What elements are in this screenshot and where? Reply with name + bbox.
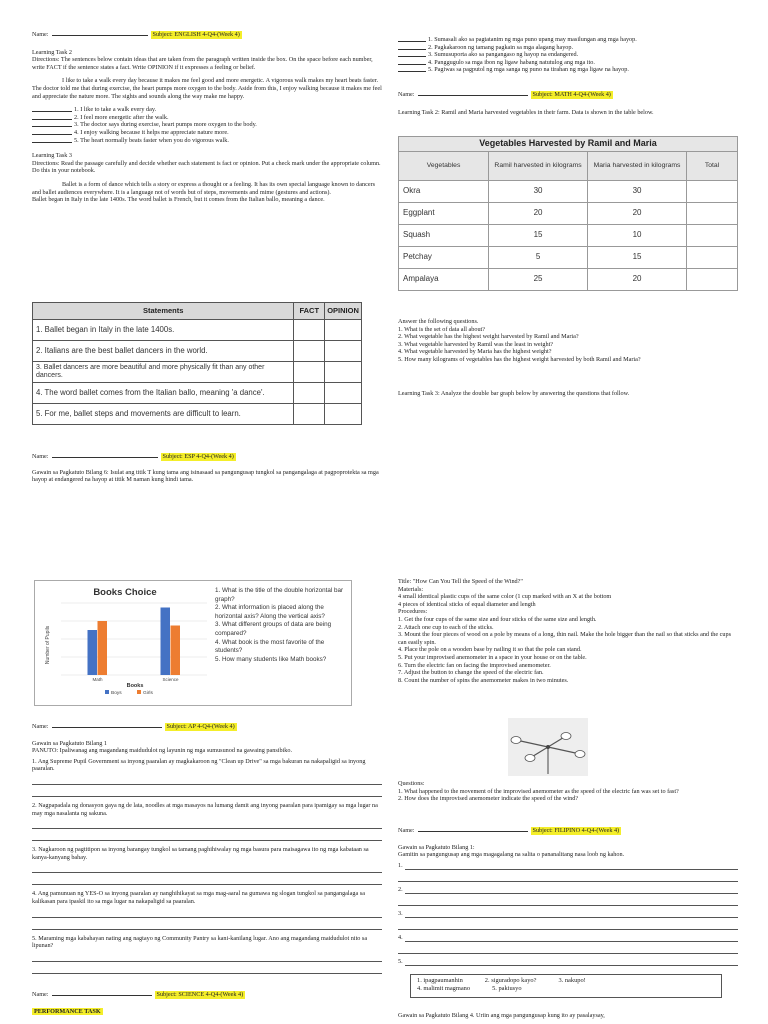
answer-blank[interactable] xyxy=(398,59,426,65)
legend xyxy=(105,690,153,696)
word-option: 4. malimit magmano xyxy=(417,985,471,992)
procedure-step: 8. Count the number of spins the anemometer makes in two minutes. xyxy=(398,676,569,684)
list-item: 2. Pagkakaroon ng tamang pagkain sa mga alagang hayop. xyxy=(398,44,738,52)
list-item: 3. Sumusuporta ako sa pangangaso ng hayop na endangered. xyxy=(398,51,738,59)
table-row: Petchay 5 15 xyxy=(399,246,738,268)
category-labels xyxy=(92,677,179,682)
task-title: Learning Task 3 xyxy=(32,152,73,160)
name-field[interactable] xyxy=(52,722,162,728)
ap-item: 1. Ang Supreme Pupil Government sa inyong paaralan ay magkakaroon ng "Clean up Drive" sa mga bakuran na nakapaligid sa inyong paaralan. xyxy=(32,758,382,797)
opinion-cell[interactable] xyxy=(325,383,362,404)
anemometer-illustration xyxy=(398,718,738,774)
name-field[interactable] xyxy=(418,90,528,96)
legend-swatch xyxy=(137,690,141,694)
answer-blank[interactable] xyxy=(32,106,72,112)
table-row: 4. The word ballet comes from the Italian ballo, meaning 'a dance'. xyxy=(33,383,362,404)
science-section xyxy=(32,990,382,1015)
procedure-step: 3. Mount the four pieces of wood on a pole by means of a long, thin nail. Make the hole bigger than the nail so that sticks and the cups can easily spin. xyxy=(398,631,732,646)
answer-line[interactable] xyxy=(405,886,738,894)
math-section xyxy=(398,90,738,116)
subject-label: Subject: FILIPINO 4-Q4-(Week 4) xyxy=(532,827,620,834)
col-header: Statements xyxy=(33,303,294,320)
esp-instruction: Gawain sa Pagkatuto Bilang 6: Isulat ang titik T kung tama ang isinasaad sa pangungusap tungkol sa pangangalaga at pagpoprotekta sa mga hayop at endangered na hayop at titik M naman kung hindi tama. xyxy=(32,468,379,484)
answer-line[interactable] xyxy=(32,966,382,974)
answer-blank[interactable] xyxy=(32,137,72,143)
subject-label: Subject: MATH 4-Q4-(Week 4) xyxy=(532,91,611,98)
answer-line[interactable] xyxy=(32,922,382,930)
total-cell[interactable] xyxy=(687,246,738,268)
name-line: Name: Subject: AP 4-Q4-(Week 4) xyxy=(32,723,235,730)
esp-section xyxy=(32,452,382,484)
fact-cell[interactable] xyxy=(294,404,325,425)
english-section xyxy=(32,30,382,204)
list-item: 1. I like to take a walk every day. xyxy=(32,106,382,114)
questions-title: Answer the following questions. xyxy=(398,318,479,325)
material-item: 4 small identical plastic cups of the same color (1 cup marked with an X at the bottom xyxy=(398,593,612,601)
subject-label: Subject: AP 4-Q4-(Week 4) xyxy=(166,723,235,730)
opinion-cell[interactable] xyxy=(325,341,362,362)
vegetables-table-wrap xyxy=(398,136,738,291)
fact-opinion-items xyxy=(32,106,382,144)
col-header: OPINION xyxy=(325,303,362,320)
science-questions: Questions: 1. What happened to the movement of the improvised anemometer as the speed of the electric fan was set to fast? 2. How does the improvised anemometer indicate the speed of the wind? xyxy=(398,780,738,803)
bars xyxy=(88,608,181,676)
subject-label: Subject: ESP 4-Q4-(Week 4) xyxy=(162,453,234,460)
name-field[interactable] xyxy=(418,826,528,832)
total-cell[interactable] xyxy=(687,224,738,246)
chart-questions xyxy=(215,587,347,664)
list-item: 1. Sumasali ako sa pagtatanim ng mga puno upang may masilungan ang mga hayop. xyxy=(398,36,738,44)
table-row: Squash 15 10 xyxy=(399,224,738,246)
table-row: Ampalaya 25 20 xyxy=(399,268,738,290)
answer-line[interactable] xyxy=(398,946,738,954)
material-item: 4 pieces of identical sticks of equal diameter and length xyxy=(398,600,536,608)
directions: Directions: The sentences below contain ideas that are taken from the paragraph written inside the box. On the space before each number, write FACT if the sentence states a fact. Write OPINION if it expresses a feeling or belief. xyxy=(32,56,373,71)
books-choice-figure xyxy=(34,580,352,706)
legend-swatch xyxy=(105,690,109,694)
bar-boys-science xyxy=(161,608,171,676)
anemometer-image xyxy=(508,718,588,776)
fact-cell[interactable] xyxy=(294,383,325,404)
answer-line[interactable] xyxy=(32,877,382,885)
answer-line[interactable] xyxy=(32,833,382,841)
opinion-cell[interactable] xyxy=(325,362,362,383)
filipino-footer: Gawain sa Pagkatuto Bilang 4. Uriin ang mga pangungusap kung ito ay pasalaysay, xyxy=(398,1012,605,1019)
math-questions xyxy=(398,318,738,397)
legend-label: Boys xyxy=(111,691,122,696)
science-title: Title: "How Can You Tell the Speed of the Wind?" xyxy=(398,578,523,585)
bar-boys-math xyxy=(88,630,98,675)
ap-item: 5. Maraming mga kabahayan nating ang nagtayo ng Community Pantry sa kani-kanilang lugar. Ano ang magandang maidudulot nito sa lipunan? xyxy=(32,935,382,974)
answer-line[interactable] xyxy=(405,934,738,942)
answer-blank[interactable] xyxy=(32,129,72,135)
ap-item: 3. Nagkaroon ng pagtitipon sa inyong barangay tungkol sa tamang paghihiwalay ng mga basura para maisagawa ito ng mga kabataan sa kanya-kanyang bahay. xyxy=(32,846,382,885)
word-option: 2. siguradopo kayo? xyxy=(484,977,537,984)
word-box xyxy=(410,974,722,998)
question: 3. What vegetable harvested by Ramil was the least in weight? xyxy=(398,340,554,348)
filipino-section xyxy=(398,826,738,966)
answer-row: 3. xyxy=(398,910,738,918)
paragraph: I like to take a walk every day because it makes me feel good and more energetic. A vigorous walk makes my heart beats faster. The doctor told me that during exercise, the heart pumps more oxygen to the body. Aside from this, I enjoy walking because it makes me feel and appreciate the nature more. The sights and sounds along the way make me happy. xyxy=(32,77,382,100)
fact-cell[interactable] xyxy=(294,362,325,383)
question: 1. What is the set of data all about? xyxy=(398,325,485,333)
name-field[interactable] xyxy=(52,30,148,36)
list-item: 2. I feel more energetic after the walk. xyxy=(32,114,382,122)
answer-line[interactable] xyxy=(32,789,382,797)
paragraph: Ballet is a form of dance which tells a story or express a thought or a feeling. It has its own special language known to dancers and ballet audiences everywhere. It is a language not of words but of steps, movements and mime (gestures and actions). xyxy=(32,180,376,196)
table-row: 5. For me, ballet steps and movements are difficult to learn. xyxy=(33,404,362,425)
word-option: 5. pakiusyo xyxy=(492,985,522,992)
name-field[interactable] xyxy=(52,990,152,996)
answer-blank[interactable] xyxy=(398,36,426,42)
performance-task-label: PERFORMANCE TASK xyxy=(34,1007,101,1015)
ap-item: 4. Ang pamunuan ng YES-O sa inyong paaralan ay nanghihikayat sa mga mag-aaral na gumawa ng slogan tungkol sa pangangalaga sa kalikasan para ipaskil ito sa mga lugar na nakapaligid sa paaralan. xyxy=(32,890,382,929)
answer-line[interactable] xyxy=(405,958,738,966)
procedure-step: 7. Adjust the button to change the speed of the electric fan. xyxy=(398,669,544,677)
gridlines xyxy=(61,603,207,675)
word-option: 1. ipagpaumanhin xyxy=(417,977,463,984)
books-choice-chart xyxy=(35,581,215,703)
paragraph: Ballet began in Italy in the late 1400s. The word ballet is French, but it comes from the Italian ballo, meaning a dance. xyxy=(32,196,325,204)
name-line: Name: Subject: SCIENCE 4-Q4-(Week 4) xyxy=(32,991,244,998)
list-item: 3. The doctor says during exercise, heart pumps more oxygen to the body. xyxy=(32,121,382,129)
x-axis-label: Books xyxy=(126,683,144,689)
total-cell[interactable] xyxy=(687,268,738,290)
answer-line[interactable] xyxy=(405,910,738,918)
legend-label: Girls xyxy=(143,691,153,696)
question: 1. What is the title of the double horizontal bar graph? xyxy=(215,587,344,603)
answer-line[interactable] xyxy=(32,954,382,962)
chart-title: Books Choice xyxy=(93,587,157,598)
subject-label: Subject: ENGLISH 4-Q4-(Week 4) xyxy=(152,31,240,38)
answer-blank[interactable] xyxy=(32,114,72,120)
name-line: Name: Subject: MATH 4-Q4-(Week 4) xyxy=(398,91,611,98)
total-cell[interactable] xyxy=(687,202,738,224)
name-field[interactable] xyxy=(52,452,158,458)
fact-cell[interactable] xyxy=(294,341,325,362)
esp-items xyxy=(398,36,738,74)
bar-girls-math xyxy=(98,621,108,675)
question: 3. What different groups of data are being compared? xyxy=(215,621,332,637)
question: 5. How many students like Math books? xyxy=(215,655,327,663)
list-item: 4. Panggugulo sa mga ibon ng ligaw habang natutulog ang mga ito. xyxy=(398,59,738,67)
fact-opinion-table xyxy=(32,302,382,425)
answer-row: 5. xyxy=(398,958,738,966)
answer-line[interactable] xyxy=(398,922,738,930)
answer-row: 4. xyxy=(398,934,738,942)
ap-section xyxy=(32,722,382,974)
table-row: 2. Italians are the best ballet dancers in the world. xyxy=(33,341,362,362)
directions: Directions: Read the passage carefully and decide whether each statement is fact or opinion. Put a check mark under the appropriate column. Do this in your notebook. xyxy=(32,159,381,175)
procedure-step: 1. Get the four cups of the same size and four sticks of the same size and length. xyxy=(398,615,597,623)
fact-cell[interactable] xyxy=(294,320,325,341)
question: 2. What information is placed along the horizontal axis? Along the vertical axis? xyxy=(215,604,325,620)
answer-line[interactable] xyxy=(398,898,738,906)
procedure-step: 4. Place the pole on a wooden base by nailing it so that the pole can stand. xyxy=(398,646,582,654)
task-title: Learning Task 2 xyxy=(32,48,73,56)
table-title: Vegetables Harvested by Ramil and Maria xyxy=(398,136,738,151)
procedure-step: 6. Turn the electric fan on facing the improvised anemometer. xyxy=(398,661,551,669)
table-row: Eggplant 20 20 xyxy=(399,202,738,224)
list-item: 4. I enjoy walking because it helps me appreciate nature more. xyxy=(32,129,382,137)
question: 4. What book is the most favorite of the students? xyxy=(215,638,325,655)
directions: PANUTO: Ipaliwanag ang magandang maidudulot ng layunin ng mga sumusunod na gawaing pansibiko. xyxy=(32,747,293,755)
question: 4. What vegetable harvested by Maria has the highest weight? xyxy=(398,348,552,356)
procedure-step: 5. Put your improvised anemometer in a space in your house or on the table. xyxy=(398,653,587,661)
word-option: 3. nakupo! xyxy=(558,977,586,984)
directions: Gamitin sa pangungusap ang mga magagalang na salita o pananalitang nasa loob ng kahon. xyxy=(398,851,625,859)
answer-blank[interactable] xyxy=(398,66,426,72)
question: 5. How many kilograms of vegetables has the highest weight harvested by both Ramil and Maria? xyxy=(398,355,641,363)
answer-line[interactable] xyxy=(32,821,382,829)
subject-label: Subject: SCIENCE 4-Q4-(Week 4) xyxy=(156,991,244,998)
answer-line[interactable] xyxy=(32,777,382,785)
answer-line[interactable] xyxy=(32,865,382,873)
math-intro: Learning Task 2: Ramil and Maria harvested vegetables in their farm. Data is shown in the table below. xyxy=(398,108,654,116)
task-title: Gawain sa Pagkatuto Bilang 1 xyxy=(32,739,107,747)
name-line: Name: Subject: ENGLISH 4-Q4-(Week 4) xyxy=(32,31,240,38)
y-axis-label: Number of Pupils xyxy=(45,625,51,665)
list-item: 5. The heart normally beats faster when you do vigorous walk. xyxy=(32,137,382,145)
table-row: Okra 30 30 xyxy=(399,180,738,202)
table-row: 1. Ballet began in Italy in the late 1400s. xyxy=(33,320,362,341)
answer-line[interactable] xyxy=(405,862,738,870)
vegetables-table: Vegetables Harvested by Ramil and Maria Vegetables Ramil harvested in kilograms Maria harvested in kilograms Total Okra 30 30 Eggplant 20 20 Squash 15 10 Petchay 5 15 Ampalaya 25 20 xyxy=(398,136,738,291)
answer-line[interactable] xyxy=(32,910,382,918)
name-line: Name: Subject: ESP 4-Q4-(Week 4) xyxy=(32,453,234,460)
opinion-cell[interactable] xyxy=(325,320,362,341)
opinion-cell[interactable] xyxy=(325,404,362,425)
question: 2. What vegetable has the highest weight harvested by Ramil and Maria? xyxy=(398,333,579,341)
bar-girls-science xyxy=(171,626,181,676)
answer-line[interactable] xyxy=(398,874,738,882)
answer-blank[interactable] xyxy=(398,44,426,50)
table-row: 3. Ballet dancers are more beautiful and more physically fit than any other dancers. xyxy=(33,362,362,383)
category-label: Math xyxy=(92,677,103,682)
statements-table xyxy=(32,302,362,425)
answer-row: 1. xyxy=(398,862,738,870)
col-header: FACT xyxy=(294,303,325,320)
list-item: 5. Pagiwas sa pagputol ng mga sanga ng puno na tirahan ng mga ligaw na hayop. xyxy=(398,66,738,74)
total-cell[interactable] xyxy=(687,180,738,202)
task-title: Gawain sa Pagkatuto Bilang 1: xyxy=(398,843,475,851)
question: 1. What happened to the movement of the improvised anemometer as the speed of the electric fan was set to fast? xyxy=(398,787,679,795)
answer-row: 2. xyxy=(398,886,738,894)
name-line: Name: Subject: FILIPINO 4-Q4-(Week 4) xyxy=(398,827,620,834)
answer-blank[interactable] xyxy=(398,51,426,57)
category-label: Science xyxy=(162,677,179,682)
science-procedure: Title: "How Can You Tell the Speed of the Wind?" Materials: 4 small identical plastic cups of the same color (1 cup marked with an X at the bottom 4 pieces of identical sticks of equal diameter and length Procedures: 1. Get the four cups of the same size and four sticks of the same size and length. 2. Attach one cup to each of the sticks. 3. Mount the four pieces of wood on a pole by means of a long, thin nail. Make the hole bigger than the nail so that sticks and the cups can easily spin. 4. Place the pole on a wooden base by nailing it so that the pole can stand. 5. Put your improvised anemometer in a space in your house or on the table. 6. Turn the electric fan on facing the improvised anemometer. 7. Adjust the button to change the speed of the electric fan. 8. Count the number of spins the anemometer makes in two minutes. xyxy=(398,578,738,684)
ap-item: 2. Nagpapadala ng donasyon gaya ng de lata, noodles at mga masayos na lumang damit ang inyong paaralan para ipamigay sa mga lugar na may mga nasalanta ng sakuna. xyxy=(32,802,382,841)
answer-blank[interactable] xyxy=(32,121,72,127)
question: 2. How does the improvised anemometer indicate the speed of the wind? xyxy=(398,795,579,803)
math-task3: Learning Task 3: Analyze the double bar graph below by answering the questions that follow. xyxy=(398,389,630,397)
procedure-step: 2. Attach one cup to each of the sticks. xyxy=(398,623,494,631)
